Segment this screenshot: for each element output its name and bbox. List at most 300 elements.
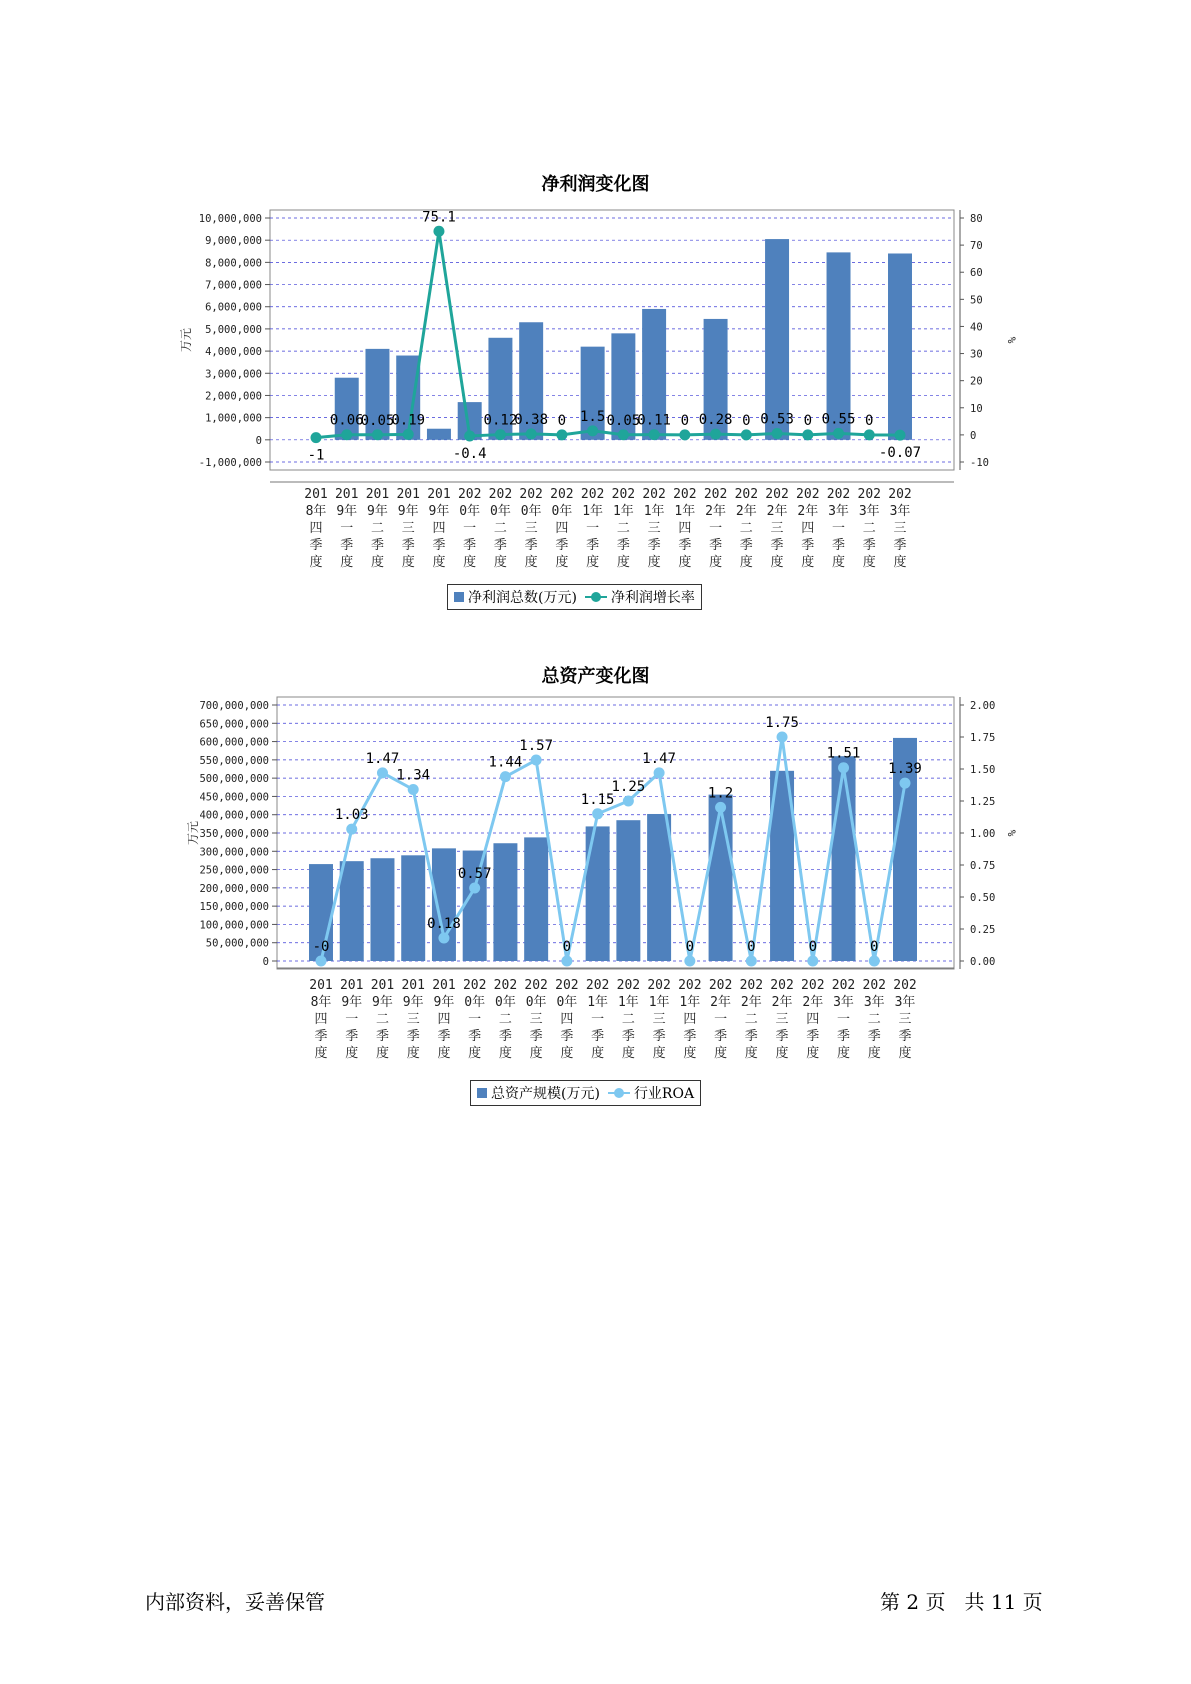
bar <box>888 253 912 439</box>
y-tick-label: 500,000,000 <box>199 773 269 786</box>
data-label: 1.51 <box>826 745 861 762</box>
data-label: 0 <box>865 412 874 429</box>
bar <box>493 843 517 961</box>
line-point <box>649 429 660 440</box>
bar <box>765 239 789 440</box>
x-tick-label: 0年 <box>520 504 542 519</box>
line-point <box>741 429 752 440</box>
x-tick-label: 季 <box>555 538 569 553</box>
x-tick-label: 202 <box>524 978 548 993</box>
x-tick-label: 2年 <box>766 504 788 519</box>
x-tick-label: 三 <box>647 521 661 536</box>
line-point <box>654 767 665 778</box>
x-tick-label: 一 <box>463 521 477 536</box>
x-tick-label: 9年 <box>341 995 363 1010</box>
x-tick-label: 1年 <box>679 995 701 1010</box>
data-label: 0.19 <box>391 412 426 429</box>
x-tick-label: 9年 <box>367 504 388 519</box>
x-tick-label: 度 <box>493 555 507 570</box>
data-label: 1.47 <box>642 750 676 767</box>
x-tick-label: 四 <box>806 1012 820 1027</box>
data-label: 0.57 <box>457 866 492 883</box>
line-point <box>802 429 813 440</box>
x-tick-label: 季 <box>714 1029 728 1044</box>
x-tick-label: 2年 <box>705 504 726 519</box>
y-tick-label: 150,000,000 <box>199 901 269 914</box>
x-tick-label: 度 <box>801 555 815 570</box>
legend-bar-swatch <box>454 592 464 602</box>
data-label: 0.05 <box>606 412 641 429</box>
line-point <box>833 428 844 439</box>
y-tick-label: -1,000,000 <box>198 457 262 469</box>
x-tick-label: 9年 <box>433 995 455 1010</box>
data-label: 0 <box>870 939 879 955</box>
x-tick-label: 202 <box>673 487 697 502</box>
x-tick-label: 度 <box>401 555 415 570</box>
x-tick-label: 2年 <box>802 995 824 1010</box>
x-tick-label: 202 <box>862 978 887 993</box>
data-label: 1.39 <box>888 761 922 778</box>
line-point <box>311 432 322 443</box>
x-tick-label: 3年 <box>863 995 885 1010</box>
x-tick-label: 一 <box>837 1012 851 1027</box>
x-tick-label: 3年 <box>858 504 880 519</box>
data-label: 0.55 <box>821 411 856 428</box>
x-tick-label: 季 <box>493 538 507 553</box>
x-tick-label: 度 <box>770 555 784 570</box>
x-tick-label: 度 <box>775 1046 789 1061</box>
x-tick-label: 度 <box>744 1046 758 1061</box>
x-tick-label: 四 <box>314 1012 328 1027</box>
line-point <box>377 767 388 778</box>
x-tick-label: 三 <box>770 521 784 536</box>
line-point <box>772 428 783 439</box>
y-tick-label: 2,000,000 <box>205 390 262 403</box>
x-tick-label: 度 <box>739 555 753 570</box>
data-label: 0 <box>685 939 695 955</box>
line-point <box>346 824 357 835</box>
data-label: -1 <box>307 447 325 464</box>
legend-line-label: 行业ROA <box>633 1086 695 1102</box>
data-label: 0 <box>562 939 572 955</box>
x-tick-label: 度 <box>468 1046 482 1061</box>
line-point <box>408 784 419 795</box>
line-point <box>895 430 906 441</box>
y2-tick-label: 1.75 <box>970 732 996 744</box>
x-tick-label: 0年 <box>490 504 511 519</box>
chart1-legend <box>447 584 702 610</box>
line-point <box>526 428 537 439</box>
bar <box>709 795 733 961</box>
x-tick-label: 一 <box>340 521 354 536</box>
x-tick-label: 度 <box>678 555 692 570</box>
x-tick-label: 度 <box>837 1046 851 1061</box>
y-tick-label: 450,000,000 <box>199 791 269 804</box>
x-tick-label: 202 <box>893 978 917 993</box>
x-tick-label: 二 <box>375 1012 389 1027</box>
x-tick-label: 9年 <box>372 995 393 1010</box>
x-tick-label: 季 <box>893 538 907 553</box>
x-tick-label: 度 <box>345 1046 359 1061</box>
x-tick-label: 度 <box>406 1046 420 1061</box>
bar <box>647 814 671 961</box>
x-tick-label: 度 <box>463 555 477 570</box>
x-tick-label: 季 <box>806 1029 820 1044</box>
x-tick-label: 度 <box>616 555 630 570</box>
x-tick-label: 季 <box>524 538 538 553</box>
x-tick-label: 季 <box>560 1029 574 1044</box>
y2-tick-label: 30 <box>970 348 983 361</box>
x-tick-label: 季 <box>709 538 723 553</box>
y2-tick-label: 1.25 <box>970 796 996 808</box>
x-tick-label: 度 <box>714 1046 728 1061</box>
line-point <box>592 808 603 819</box>
bar <box>370 858 394 961</box>
y2-tick-label: 0.75 <box>970 860 996 872</box>
line-point <box>623 796 634 807</box>
y2-tick-label: 70 <box>970 240 983 253</box>
data-label: -0.07 <box>878 445 922 462</box>
x-tick-label: 202 <box>765 487 789 502</box>
x-tick-label: 三 <box>524 521 538 536</box>
x-tick-label: 季 <box>586 538 600 553</box>
x-tick-label: 1年 <box>674 504 696 519</box>
y2-tick-label: 50 <box>970 294 983 307</box>
x-tick-label: 一 <box>586 521 600 536</box>
x-tick-label: 度 <box>586 555 600 570</box>
x-tick-label: 度 <box>529 1046 543 1061</box>
x-tick-label: 202 <box>678 978 702 993</box>
line-point <box>495 429 506 440</box>
y2-tick-label: 1.00 <box>970 828 996 840</box>
x-tick-label: 2年 <box>740 995 762 1010</box>
total-assets-chart <box>0 692 1191 1072</box>
legend-line-swatch <box>585 592 607 602</box>
legend-line-label: 净利润增长率 <box>610 590 695 606</box>
x-tick-label: 3年 <box>894 995 916 1010</box>
x-tick-label: 二 <box>493 521 507 536</box>
x-tick-label: 四 <box>555 521 569 536</box>
x-tick-label: 季 <box>432 538 446 553</box>
x-tick-label: 一 <box>468 1012 482 1027</box>
data-label: 0.06 <box>329 412 364 429</box>
y-tick-label: 100,000,000 <box>199 919 269 932</box>
line-point <box>556 429 567 440</box>
y2-tick-label: 80 <box>970 213 983 225</box>
x-tick-label: 9年 <box>428 504 450 519</box>
x-tick-label: 三 <box>529 1012 543 1027</box>
data-label: 0 <box>680 412 690 429</box>
x-tick-label: 202 <box>493 978 518 993</box>
bar <box>427 429 451 440</box>
x-tick-label: 二 <box>616 521 630 536</box>
line-point <box>316 956 327 967</box>
line-point <box>531 755 542 766</box>
x-tick-label: 度 <box>893 555 907 570</box>
x-tick-label: 1年 <box>587 995 609 1010</box>
x-tick-label: 季 <box>370 538 384 553</box>
x-tick-label: 度 <box>898 1046 912 1061</box>
x-tick-label: 四 <box>560 1012 574 1027</box>
x-tick-label: 1年 <box>582 504 604 519</box>
x-tick-label: 季 <box>468 1029 482 1044</box>
x-tick-label: 201 <box>365 487 390 502</box>
data-label: 1.57 <box>519 738 554 755</box>
y2-tick-label: 0.50 <box>970 892 996 904</box>
data-label: 75.1 <box>422 209 456 226</box>
x-tick-label: 度 <box>652 1046 666 1061</box>
y2-axis-title: % <box>1005 336 1018 344</box>
legend-line-swatch <box>608 1088 630 1098</box>
x-tick-label: 季 <box>621 1029 635 1044</box>
x-tick-label: 度 <box>647 555 661 570</box>
y-axis-title: 万元 <box>179 327 193 353</box>
line-point <box>500 771 511 782</box>
x-tick-label: 季 <box>801 538 815 553</box>
x-tick-label: 202 <box>519 487 543 502</box>
y-tick-label: 8,000,000 <box>205 257 262 270</box>
x-tick-label: 1年 <box>612 504 634 519</box>
y2-axis-title: % <box>1005 829 1018 837</box>
x-tick-label: 季 <box>770 538 784 553</box>
data-label: 1.34 <box>396 767 431 784</box>
x-tick-label: 0年 <box>551 504 573 519</box>
x-tick-label: 202 <box>801 978 825 993</box>
data-label: 1.5 <box>579 408 606 425</box>
x-tick-label: 201 <box>432 978 456 993</box>
x-tick-label: 8年 <box>310 995 332 1010</box>
x-tick-label: 二 <box>862 521 876 536</box>
x-tick-label: 1年 <box>643 504 665 519</box>
x-tick-label: 度 <box>555 555 569 570</box>
x-tick-label: 四 <box>309 521 323 536</box>
x-tick-label: 二 <box>744 1012 758 1027</box>
y-axis-title: 万元 <box>186 820 200 846</box>
x-tick-label: 一 <box>345 1012 359 1027</box>
x-tick-label: 四 <box>683 1012 697 1027</box>
x-tick-label: 度 <box>498 1046 512 1061</box>
line-point <box>679 429 690 440</box>
x-tick-label: 季 <box>406 1029 420 1044</box>
x-tick-label: 201 <box>370 978 395 993</box>
chart2-title: 总资产变化图 <box>541 666 650 687</box>
data-label: 0.12 <box>483 412 518 429</box>
x-tick-label: 度 <box>806 1046 820 1061</box>
y-tick-label: 600,000,000 <box>199 736 269 749</box>
data-label: 0.28 <box>698 412 733 429</box>
x-tick-label: 季 <box>837 1029 851 1044</box>
x-tick-label: 季 <box>463 538 477 553</box>
x-tick-label: 季 <box>401 538 415 553</box>
y2-tick-label: 40 <box>970 321 983 334</box>
line-point <box>469 883 480 894</box>
y2-tick-label: 1.50 <box>970 764 996 776</box>
data-label: 1.44 <box>488 754 523 771</box>
x-tick-label: 季 <box>498 1029 512 1044</box>
y2-tick-label: 60 <box>970 267 983 280</box>
bar <box>401 855 425 961</box>
x-tick-label: 2年 <box>735 504 757 519</box>
x-tick-label: 8年 <box>305 504 327 519</box>
y-tick-label: 650,000,000 <box>199 718 269 731</box>
net-profit-chart <box>0 200 1191 580</box>
y-tick-label: 10,000,000 <box>198 213 262 225</box>
line-point <box>587 425 598 436</box>
x-tick-label: 度 <box>867 1046 881 1061</box>
x-tick-label: 202 <box>708 978 733 993</box>
x-tick-label: 三 <box>775 1012 789 1027</box>
x-tick-label: 季 <box>345 1029 359 1044</box>
data-label: 0.53 <box>760 411 794 428</box>
chart1-title: 净利润变化图 <box>541 174 650 195</box>
y-tick-label: 300,000,000 <box>199 846 269 859</box>
y-tick-label: 3,000,000 <box>205 368 262 381</box>
x-tick-label: 0年 <box>525 995 547 1010</box>
x-tick-label: 202 <box>739 978 764 993</box>
x-tick-label: 202 <box>796 487 820 502</box>
x-tick-label: 201 <box>401 978 425 993</box>
chart2-legend <box>470 1080 701 1106</box>
x-tick-label: 度 <box>683 1046 697 1061</box>
data-label: 1.25 <box>611 779 646 795</box>
x-tick-label: 202 <box>611 487 636 502</box>
x-tick-label: 202 <box>642 487 666 502</box>
x-tick-label: 202 <box>585 978 610 993</box>
x-tick-label: 三 <box>401 521 415 536</box>
data-label: 0.18 <box>427 915 461 932</box>
y2-tick-label: 0 <box>970 429 977 442</box>
x-tick-label: 202 <box>555 978 579 993</box>
y2-tick-label: 10 <box>970 402 983 415</box>
x-tick-label: 四 <box>432 521 446 536</box>
x-tick-label: 3年 <box>828 504 849 519</box>
x-tick-label: 季 <box>898 1029 912 1044</box>
bar <box>524 837 548 961</box>
line-point <box>864 429 875 440</box>
x-tick-label: 一 <box>591 1012 605 1027</box>
bar <box>616 820 640 961</box>
line-point <box>900 778 911 789</box>
line-point <box>372 429 383 440</box>
x-tick-label: 度 <box>340 555 354 570</box>
x-tick-label: 202 <box>580 487 605 502</box>
y-tick-label: 350,000,000 <box>199 828 269 840</box>
x-tick-label: 二 <box>867 1012 881 1027</box>
x-tick-label: 季 <box>652 1029 666 1044</box>
line-point <box>464 430 475 441</box>
x-tick-label: 季 <box>832 538 846 553</box>
x-tick-label: 四 <box>437 1012 451 1027</box>
x-tick-label: 202 <box>616 978 641 993</box>
y-tick-label: 700,000,000 <box>199 700 269 712</box>
data-label: 0 <box>808 939 818 955</box>
y-tick-label: 550,000,000 <box>199 754 269 767</box>
x-tick-label: 202 <box>462 978 487 993</box>
legend-bar-label: 总资产规模(万元) <box>491 1086 600 1102</box>
x-tick-label: 季 <box>678 538 692 553</box>
line-point <box>561 956 572 967</box>
data-label: 0.05 <box>360 412 395 429</box>
data-label: 1.15 <box>580 791 615 808</box>
line-point <box>715 802 726 813</box>
y-tick-label: 0 <box>262 956 269 968</box>
x-tick-label: 二 <box>739 521 753 536</box>
legend-bar-swatch <box>477 1088 487 1098</box>
line-point <box>807 956 818 967</box>
y-tick-label: 9,000,000 <box>205 235 262 248</box>
x-tick-label: 度 <box>309 555 323 570</box>
line-point <box>618 429 629 440</box>
x-tick-label: 202 <box>488 487 513 502</box>
y-tick-label: 0 <box>255 434 262 447</box>
data-label: 0 <box>747 939 756 955</box>
x-tick-label: 度 <box>314 1046 328 1061</box>
data-label: 1.47 <box>365 750 400 767</box>
legend-bar-label: 净利润总数(万元) <box>468 590 577 606</box>
x-tick-label: 季 <box>591 1029 605 1044</box>
line-point <box>684 956 695 967</box>
line-point <box>777 732 788 743</box>
x-tick-label: 度 <box>560 1046 574 1061</box>
x-tick-label: 度 <box>375 1046 389 1061</box>
line-point <box>869 956 880 967</box>
x-tick-label: 度 <box>832 555 846 570</box>
x-tick-label: 201 <box>309 978 333 993</box>
x-tick-label: 季 <box>437 1029 451 1044</box>
data-label: 1.75 <box>765 715 799 731</box>
line-point <box>838 762 849 773</box>
x-tick-label: 201 <box>396 487 420 502</box>
x-tick-label: 202 <box>888 487 912 502</box>
x-tick-label: 2年 <box>710 995 731 1010</box>
x-tick-label: 度 <box>709 555 723 570</box>
x-tick-label: 202 <box>857 487 882 502</box>
x-tick-label: 季 <box>683 1029 697 1044</box>
x-tick-label: 0年 <box>459 504 481 519</box>
x-tick-label: 201 <box>427 487 451 502</box>
y-tick-label: 4,000,000 <box>205 346 262 359</box>
x-tick-label: 季 <box>616 538 630 553</box>
x-tick-label: 季 <box>744 1029 758 1044</box>
x-tick-label: 1年 <box>648 995 670 1010</box>
x-tick-label: 0年 <box>556 995 578 1010</box>
x-tick-label: 四 <box>801 521 815 536</box>
x-tick-label: 202 <box>550 487 574 502</box>
x-tick-label: 度 <box>370 555 384 570</box>
bar <box>340 861 364 961</box>
x-tick-label: 201 <box>334 487 359 502</box>
bar <box>832 756 856 961</box>
x-tick-label: 季 <box>647 538 661 553</box>
y2-tick-label: 20 <box>970 375 983 388</box>
footer-confidential: 内部资料，妥善保管 <box>145 1590 325 1614</box>
x-tick-label: 度 <box>437 1046 451 1061</box>
x-tick-label: 四 <box>678 521 692 536</box>
y2-tick-label: 2.00 <box>970 700 996 712</box>
line-point <box>710 429 721 440</box>
x-tick-label: 度 <box>621 1046 635 1061</box>
x-tick-label: 202 <box>703 487 728 502</box>
data-label: 0.11 <box>637 412 671 429</box>
x-tick-label: 202 <box>457 487 482 502</box>
y-tick-label: 50,000,000 <box>205 937 269 950</box>
line-point <box>403 429 414 440</box>
y-tick-label: 5,000,000 <box>205 323 262 336</box>
data-label: 0.38 <box>514 411 549 428</box>
x-tick-label: 度 <box>432 555 446 570</box>
y2-tick-label: 0.00 <box>970 956 996 968</box>
x-tick-label: 0年 <box>495 995 516 1010</box>
